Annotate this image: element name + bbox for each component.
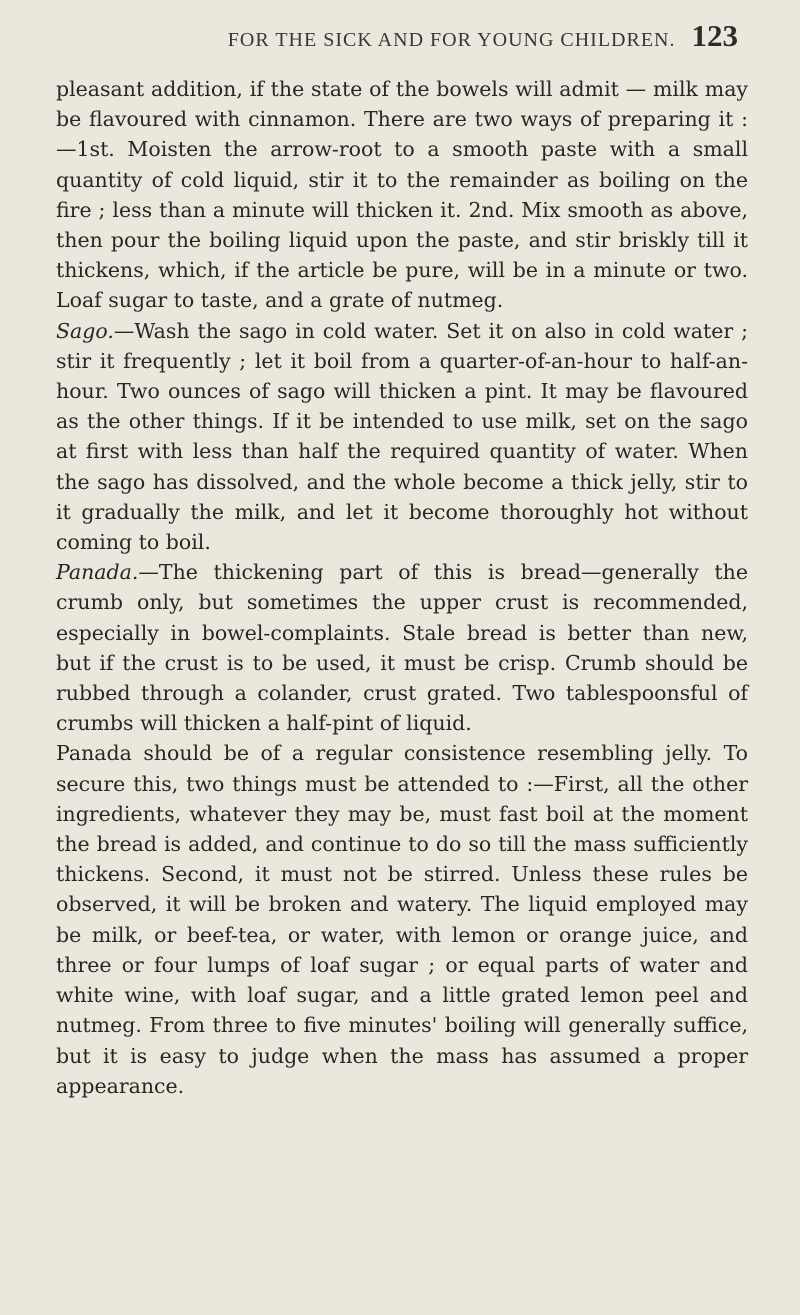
sago-label: Sago. <box>56 318 114 343</box>
paragraph-panada-consistence: Panada should be of a regular consistence resembling jelly. To secure this, two things must be attended to :—First, all the other ingredients, whatever they may be, must fast boil at the moment the bread is added, and continue to do so till the mass sufficiently thickens. Second, it must not be stirred. Unless these rules be observed, it will be broken and watery. The liquid employed may be milk, or beef-tea, or water, with lemon or orange juice, and three or four lumps of loaf sugar ; or equal parts of water and white wine, with loaf sugar, and a little grated lemon peel and nutmeg. From three to five minutes' boiling will generally suffice, but it is easy to judge when the mass has assumed a proper appearance. <box>56 741 748 1098</box>
paragraph-panada <box>56 557 748 738</box>
running-title: FOR THE SICK AND FOR YOUNG CHILDREN. <box>227 29 676 51</box>
panada-text: —The thickening part of this is bread—generally the crumb only, but sometimes the upper crust is recommended, especially in bowel-complaints. Stale bread is better than new, but if the crust is to be used, it must be crisp. Crumb should be rubbed through a colander, crust grated. Two tablespoonsful of crumbs will thicken a half-pint of liquid. <box>56 560 748 736</box>
paragraph-arrowroot-continued: pleasant addition, if the state of the bowels will admit — milk may be flavoured with cinnamon. There are two ways of preparing it :—1st. Moisten the arrow-root to a smooth paste with a small quantity of cold liquid, stir it to the remainder as boiling on the fire ; less than a minute will thicken it. 2nd. Mix smooth as above, then pour the boiling liquid upon the paste, and stir briskly till it thickens, which, if the article be pure, will be in a minute or two. Loaf sugar to taste, and a grate of nutmeg. <box>56 77 748 313</box>
panada-label: Panada. <box>56 560 139 585</box>
page-number: 123 <box>691 18 738 53</box>
running-head <box>56 18 748 74</box>
body-text <box>56 74 748 1101</box>
sago-text: —Wash the sago in cold water. Set it on also in cold water ; stir it frequently ; let it boil from a quarter-of-an-hour to half-an-hour. Two ounces of sago will thicken a pint. It may be flavoured as the other things. If it be intended to use milk, set on the sago at first with less than half the required quantity of water. When the sago has dissolved, and the whole become a thick jelly, stir to it gradually the milk, and let it become thoroughly hot without coming to boil. <box>56 318 748 555</box>
paragraph-sago <box>56 316 748 558</box>
